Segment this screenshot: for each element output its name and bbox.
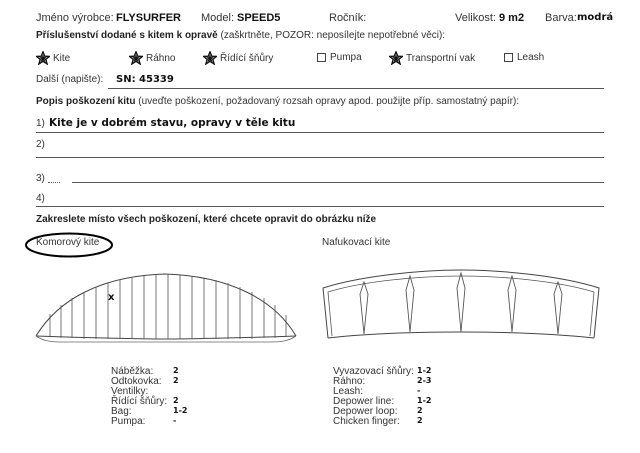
- status-value: 1-2: [417, 366, 432, 375]
- status-label: Náběžka:: [111, 366, 154, 377]
- status-label: Depower line:: [333, 396, 395, 407]
- drawing-title: Zakreslete místo všech poškození, které chcete opravit do obrázku níže: [36, 214, 377, 225]
- damage-line-number: 2): [36, 139, 45, 150]
- status-value: -: [417, 386, 421, 395]
- damage-line-rule: [36, 206, 604, 207]
- size-value: 9 m2: [499, 12, 525, 24]
- status-value: 2: [173, 366, 179, 375]
- damage-line-rule: [36, 132, 604, 133]
- inflatable-kite-diagram[interactable]: [320, 264, 602, 344]
- maker-value: FLYSURFER: [116, 12, 181, 24]
- size-label: Velikost:: [455, 12, 496, 24]
- checked-star-icon: [389, 51, 403, 65]
- checked-star-icon: [129, 51, 143, 65]
- status-value: 2-3: [417, 376, 432, 385]
- accessories-title-note: (zaškrtněte, POZOR: neposílejte nepotřebné věci):: [217, 30, 446, 41]
- status-label: Chicken finger:: [333, 416, 400, 427]
- status-label: Odtokovka:: [111, 376, 162, 387]
- checked-star-icon: [36, 51, 50, 65]
- damage-title-bold: Popis poškození kitu: [36, 96, 136, 107]
- other-line: [108, 88, 604, 89]
- accessory-label: Kite: [53, 52, 71, 64]
- status-label: Bag:: [111, 406, 132, 417]
- damage-line-text[interactable]: Kite je v dobrém stavu, opravy v těle kitu: [49, 117, 296, 129]
- status-value: 2: [173, 396, 179, 405]
- damage-mark[interactable]: x: [108, 292, 115, 303]
- checkbox-icon: [504, 53, 513, 62]
- accessory-leash[interactable]: [504, 52, 544, 63]
- damage-title-note: (uveďte poškození, požadovaný rozsah opravy apod. použijte příp. samostatný papír):: [135, 96, 520, 107]
- color-label: Barva:: [545, 12, 577, 24]
- maker-label: Jméno výrobce:: [36, 12, 114, 24]
- inflatable-kite-label[interactable]: Nafukovací kite: [322, 237, 391, 248]
- status-value: 1-2: [417, 396, 432, 405]
- status-label: Depower loop:: [333, 406, 398, 417]
- accessory-label: Řídící šňůry: [220, 52, 274, 64]
- accessory-kite[interactable]: [36, 51, 70, 65]
- foil-kite-diagram[interactable]: [30, 262, 302, 344]
- model-value: SPEED5: [237, 12, 281, 24]
- status-value: 2: [417, 406, 423, 415]
- color-value: modrá: [577, 12, 614, 23]
- model-label: Model:: [201, 12, 235, 24]
- accessories-title-bold: Příslušenství dodané s kitem k opravě: [36, 30, 218, 41]
- status-value: 2: [417, 416, 423, 425]
- other-label: Další (napište):: [36, 74, 104, 85]
- damage-line-number: 3): [36, 173, 45, 184]
- other-value[interactable]: SN: 45339: [116, 74, 174, 85]
- status-label: Řídící šňůry:: [111, 396, 168, 407]
- status-label: Ventilky:: [111, 386, 149, 397]
- damage-line-number: 1): [36, 118, 45, 129]
- accessory-pump[interactable]: [317, 52, 362, 63]
- status-label: Leash:: [333, 386, 364, 397]
- damage-line-number: 4): [36, 193, 45, 204]
- damage-line-stub: [48, 182, 60, 183]
- damage-title: [36, 96, 519, 107]
- status-value: 2: [173, 376, 179, 385]
- accessory-label: Ráhno: [146, 52, 176, 64]
- checked-star-icon: [203, 51, 217, 65]
- damage-line-rule: [36, 157, 604, 158]
- status-label: Pumpa:: [111, 416, 146, 427]
- accessory-bag[interactable]: [389, 51, 475, 65]
- checkbox-icon: [317, 53, 326, 62]
- status-label: Vyvazovací šňůry:: [333, 366, 414, 377]
- foil-kite-label[interactable]: Komorový kite: [36, 237, 100, 248]
- accessories-title: [36, 30, 445, 41]
- status-value: -: [173, 416, 177, 425]
- accessory-label: Pumpa: [330, 52, 362, 63]
- accessory-bar[interactable]: [129, 51, 175, 65]
- accessory-label: Leash: [517, 52, 545, 63]
- accessory-label: Transportní vak: [406, 52, 476, 64]
- status-value: 1-2: [173, 406, 188, 415]
- accessory-lines[interactable]: [203, 51, 273, 65]
- damage-line-rule: [72, 182, 604, 183]
- year-label: Ročník:: [329, 12, 367, 24]
- status-label: Ráhno:: [333, 376, 366, 387]
